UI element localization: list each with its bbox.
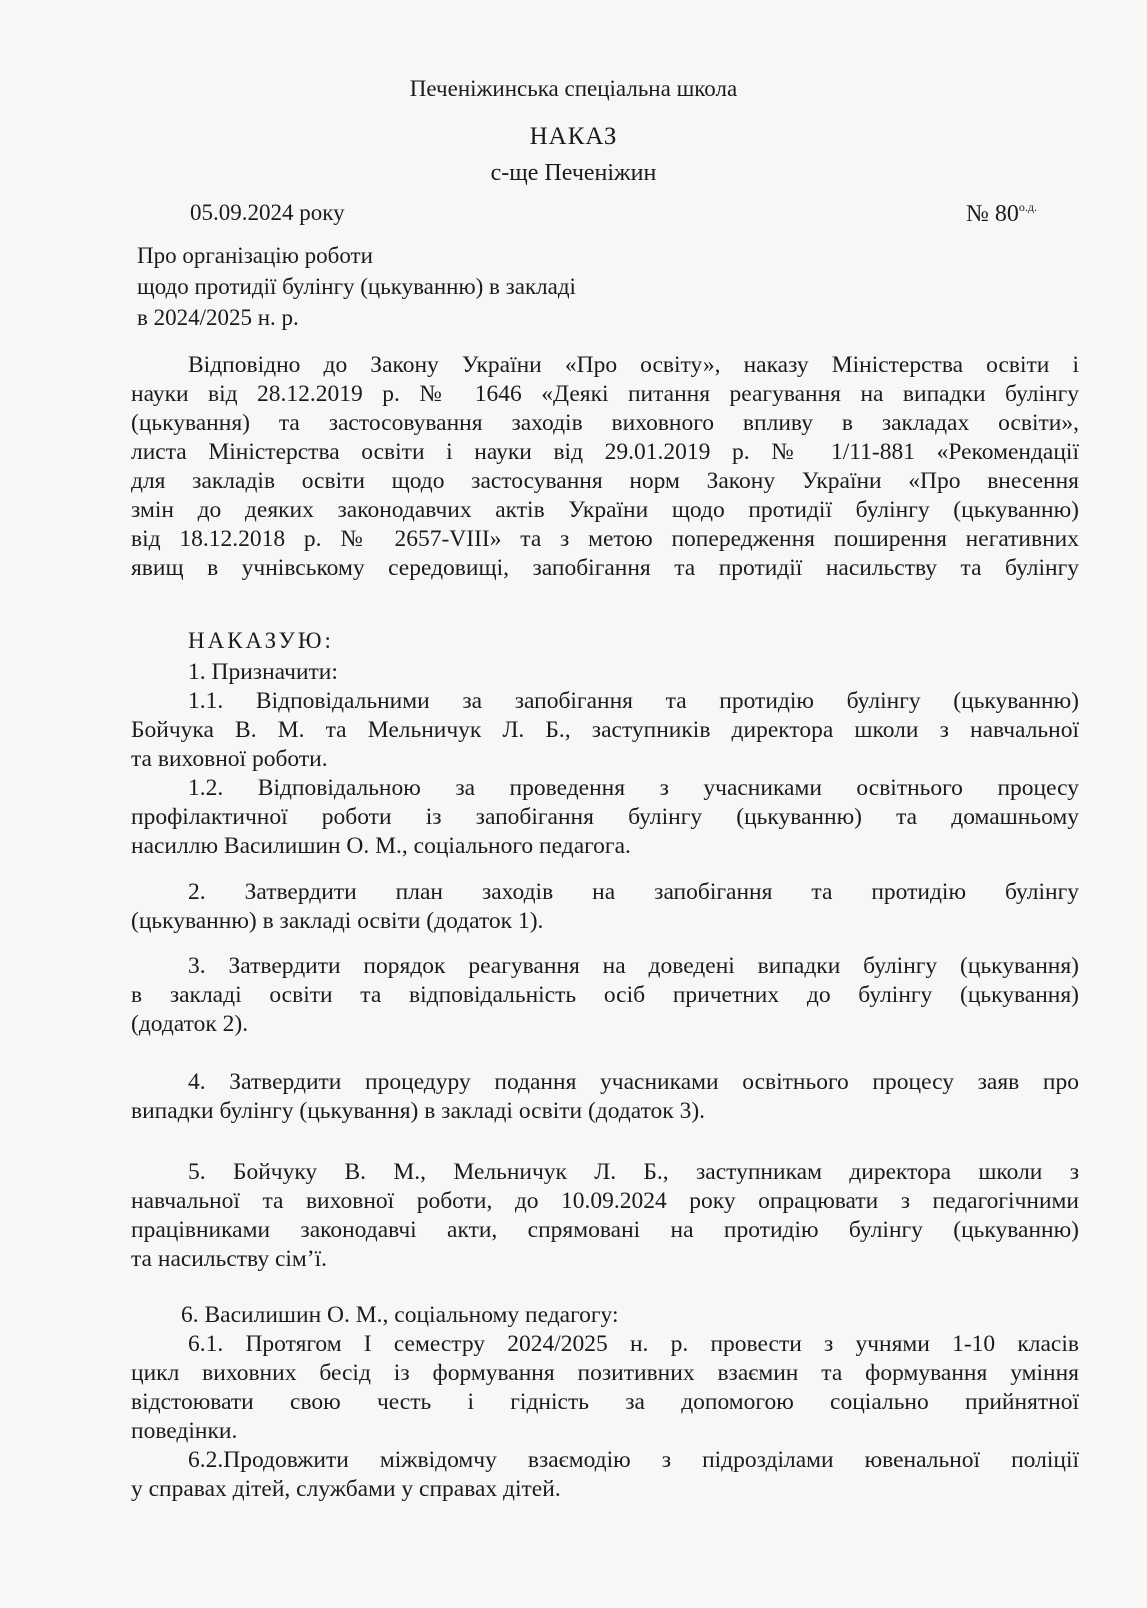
text-line: 6.1. Протягом І семестру 2024/2025 н. р. провести з учнями 1-10 класів	[188, 1331, 1079, 1357]
text-line: насиллю Василишин О. М., соціального педагога.	[131, 833, 631, 859]
item-2	[131, 878, 1079, 936]
text-line: (цькуванню) в закладі освіти (додаток 1).	[131, 908, 544, 934]
text-line: 6.2.Продовжити міжвідомчу взаємодію з підрозділами ювенальної поліції	[188, 1447, 1079, 1473]
text-line: явищ в учнівському середовищі, запобігання та протидії насильству та булінгу	[131, 555, 1079, 581]
text-line: цикл виховних бесід із формування позитивних взаємин та формування уміння	[131, 1360, 1079, 1386]
text-line: 1.2. Відповідальною за проведення з учасниками освітнього процесу	[188, 775, 1079, 801]
order-number-suffix: о.д.	[1018, 200, 1038, 214]
item-1-2	[131, 774, 1079, 861]
text-line: навчальної та виховної роботи, до 10.09.2024 року опрацювати з педагогічними	[131, 1188, 1079, 1214]
text-line: 1.1. Відповідальними за запобігання та протидію булінгу (цькуванню)	[188, 688, 1079, 714]
order-date: 05.09.2024 року	[190, 200, 345, 225]
order-number	[966, 200, 1037, 228]
text-line: випадки булінгу (цькування) в закладі освіти (додаток 3).	[131, 1098, 706, 1124]
text-line: у справах дітей, службами у справах дітей.	[131, 1476, 561, 1502]
text-line: в закладі освіти та відповідальність осіб причетних до булінгу (цькування)	[131, 982, 1079, 1008]
text-line: Бойчука В. М. та Мельничук Л. Б., заступників директора школи з навчальної	[131, 717, 1079, 743]
text-line: 5. Бойчуку В. М., Мельничук Л. Б., заступникам директора школи з	[188, 1159, 1079, 1185]
text-line: від 18.12.2018 р. № 2657-VIII» та з метою попередження поширення негативних	[131, 526, 1079, 552]
text-line: 6. Василишин О. М., соціальному педагогу:	[181, 1302, 619, 1328]
item-1	[131, 658, 1079, 687]
text-line: профілактичної роботи із запобігання булінгу (цькуванню) та домашньому	[131, 804, 1079, 830]
item-6-1	[131, 1330, 1079, 1446]
text-line: 3. Затвердити порядок реагування на доведені випадки булінгу (цькування)	[188, 953, 1079, 979]
document-title: НАКАЗ	[529, 123, 618, 150]
text-line: для закладів освіти щодо застосування норм Закону України «Про внесення	[131, 468, 1079, 494]
text-line: змін до деяких законодавчих актів України щодо протидії булінгу (цькуванню)	[131, 497, 1079, 523]
item-6	[131, 1301, 1079, 1330]
item-4	[131, 1068, 1079, 1126]
item-6-2	[131, 1446, 1079, 1504]
school-name: Печеніжинська спеціальна школа	[409, 76, 738, 101]
text-line: поведінки.	[131, 1418, 238, 1444]
text-line: (додаток 2).	[131, 1011, 249, 1037]
text-line: Відповідно до Закону України «Про освіту», наказу Міністерства освіти і	[188, 352, 1079, 378]
text-line: та насильству сім’ї.	[131, 1246, 327, 1272]
subject-line: в 2024/2025 н. р.	[137, 305, 299, 330]
subject-line: Про організацію роботи	[137, 243, 373, 268]
text-line: працівниками законодавчі акти, спрямовані на протидію булінгу (цькуванню)	[131, 1217, 1079, 1243]
text-line: листа Міністерства освіти і науки від 29.01.2019 р. № 1/11-881 «Рекомендації	[131, 439, 1079, 465]
item-5	[131, 1158, 1079, 1274]
nakazuyu-heading: НАКАЗУЮ:	[188, 628, 334, 653]
text-line: 1. Призначити:	[188, 659, 338, 685]
order-number-text: № 80	[966, 201, 1019, 227]
subject-line: щодо протидії булінгу (цькуванню) в закладі	[137, 274, 576, 299]
text-line: науки від 28.12.2019 р. № 1646 «Деякі питання реагування на випадки булінгу	[131, 381, 1079, 407]
text-line: 4. Затвердити процедуру подання учасниками освітнього процесу заяв про	[188, 1069, 1079, 1095]
text-line: (цькування) та застосовування заходів виховного впливу в закладах освіти»,	[131, 410, 1079, 436]
item-1-1	[131, 687, 1079, 774]
preamble	[131, 351, 1079, 583]
text-line: та виховної роботи.	[131, 746, 328, 772]
village-name: с-ще Печеніжин	[490, 160, 657, 186]
text-line: відстоювати свою честь і гідність за допомогою соціально прийнятної	[131, 1389, 1079, 1415]
text-line: 2. Затвердити план заходів на запобігання та протидію булінгу	[188, 879, 1079, 905]
item-3	[131, 952, 1079, 1039]
